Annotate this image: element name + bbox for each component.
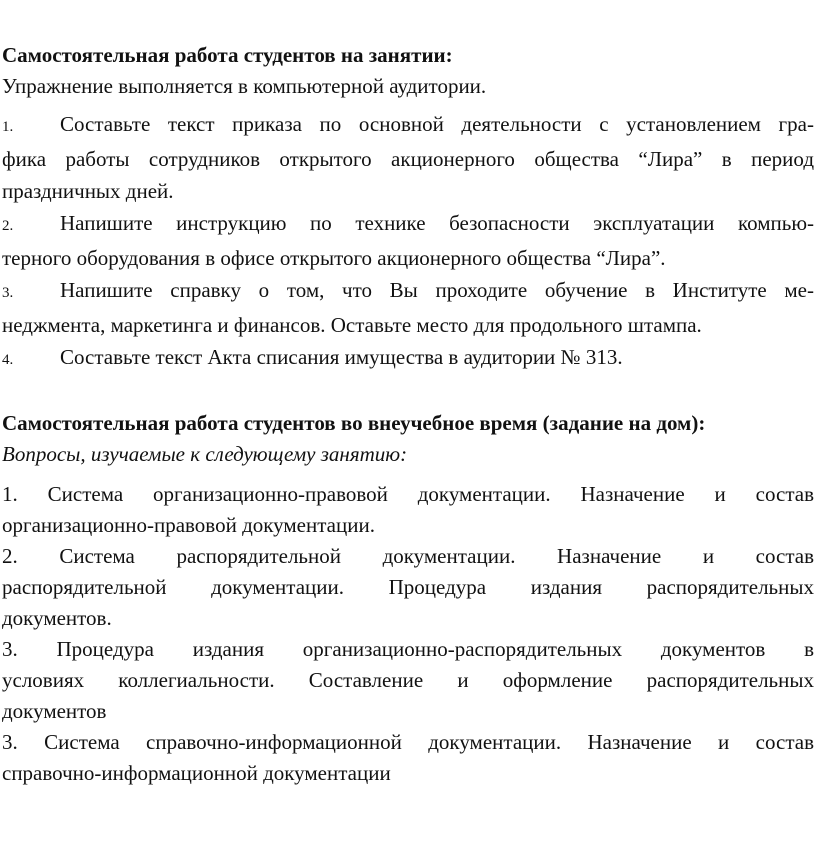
question-text: 3. Система справочно-информационной документации. Назначение и состав (2, 730, 814, 754)
task-item-1 (2, 108, 814, 207)
task-number: 4. (2, 352, 14, 368)
section-spacer (2, 376, 814, 408)
question-text: организационно-правовой документации. (2, 513, 375, 537)
task-text: Составьте текст Акта списания имущества в аудитории № 313. (60, 345, 623, 369)
task-item-2 (2, 207, 814, 274)
question-text: условиях коллегиальности. Составление и оформление распорядительных (2, 668, 814, 692)
question-text: 3. Процедура издания организационно-распорядительных документов в (2, 637, 814, 661)
question-text: 2. Система распорядительной документации. Назначение и состав (2, 544, 814, 568)
task-text: Составьте текст приказа по основной деятельности с установлением гра- (60, 112, 814, 136)
task-number: 1. (2, 119, 14, 135)
section-title-homework: Самостоятельная работа студентов во внеучебное время (задание на дом): (2, 411, 706, 435)
task-text: неджмента, маркетинга и финансов. Оставьте место для продольного штампа. (2, 313, 702, 337)
task-text: фика работы сотрудников открытого акционерного общества “Лира” в период (2, 147, 814, 171)
question-text: распорядительной документации. Процедура издания распорядительных (2, 575, 814, 599)
task-number: 2. (2, 218, 14, 234)
task-text: Напишите справку о том, что Вы проходите обучение в Институте ме- (60, 278, 814, 302)
task-number: 3. (2, 285, 14, 301)
section-title-classwork: Самостоятельная работа студентов на занятии: (2, 43, 453, 67)
question-text: документов (2, 699, 107, 723)
task-text: Напишите инструкцию по технике безопасности эксплуатации компью- (60, 211, 814, 235)
question-item-3 (2, 634, 814, 727)
task-item-4 (2, 341, 814, 376)
question-item-1 (2, 479, 814, 541)
question-text: документов. (2, 606, 112, 630)
section-subtitle: Вопросы, изучаемые к следующему занятию: (2, 442, 408, 466)
task-item-3 (2, 274, 814, 341)
question-item-2 (2, 541, 814, 634)
question-text: 1. Система организационно-правовой документации. Назначение и состав (2, 482, 814, 506)
task-text: праздничных дней. (2, 179, 174, 203)
task-text: терного оборудования в офисе открытого акционерного общества “Лира”. (2, 246, 666, 270)
question-item-4 (2, 727, 814, 789)
section-intro: Упражнение выполняется в компьютерной аудитории. (2, 74, 487, 98)
question-text: справочно-информационной документации (2, 761, 391, 785)
